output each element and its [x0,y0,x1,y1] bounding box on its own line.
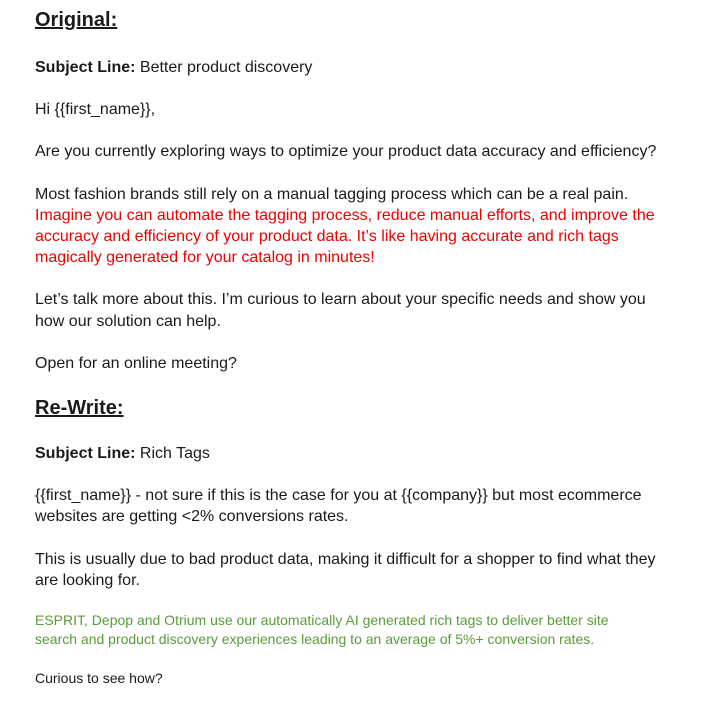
original-para2-line1: Let’s talk more about this. I’m curious to learn about your specific needs and show you [35,291,646,308]
original-subject-line [35,57,312,78]
original-para1-line1: Most fashion brands still rely on a manual tagging process which can be a real pain. [35,186,629,203]
rewrite-closing: Curious to see how? [35,670,163,686]
original-question: Are you currently exploring ways to optimize your product data accuracy and efficiency? [35,143,657,160]
original-subject-label: Subject Line: [35,59,136,76]
original-subject-value: Better product discovery [135,59,313,76]
original-red-line2: accuracy and efficiency of your product data. It’s like having accurate and rich tags [35,228,619,245]
rewrite-subject-label: Subject Line: [35,445,136,462]
rewrite-para1-line2: websites are getting <2% conversions rates. [35,508,349,525]
rewrite-para1-line1: {{first_name}} - not sure if this is the case for you at {{company}} but most ecommerce [35,487,642,504]
original-red-line3: magically generated for your catalog in minutes! [35,249,375,266]
rewrite-subject-value: Rich Tags [135,445,210,462]
original-red-line1: Imagine you can automate the tagging process, reduce manual efforts, and improve the [35,207,655,224]
original-greeting: Hi {{first_name}}, [35,101,156,118]
rewrite-green-line1: ESPRIT, Depop and Otrium use our automatically AI generated rich tags to deliver better site [35,612,609,628]
rewrite-subject-line [35,443,210,464]
rewrite-heading: Re-Write: [35,397,124,419]
rewrite-para2-line1: This is usually due to bad product data, making it difficult for a shopper to find what they [35,551,656,568]
rewrite-green-line2: search and product discovery experiences leading to an average of 5%+ conversion rates. [35,631,595,647]
rewrite-para2-line2: are looking for. [35,572,140,589]
original-closing: Open for an online meeting? [35,355,237,372]
original-para2-line2: how our solution can help. [35,313,221,330]
original-heading: Original: [35,9,118,31]
